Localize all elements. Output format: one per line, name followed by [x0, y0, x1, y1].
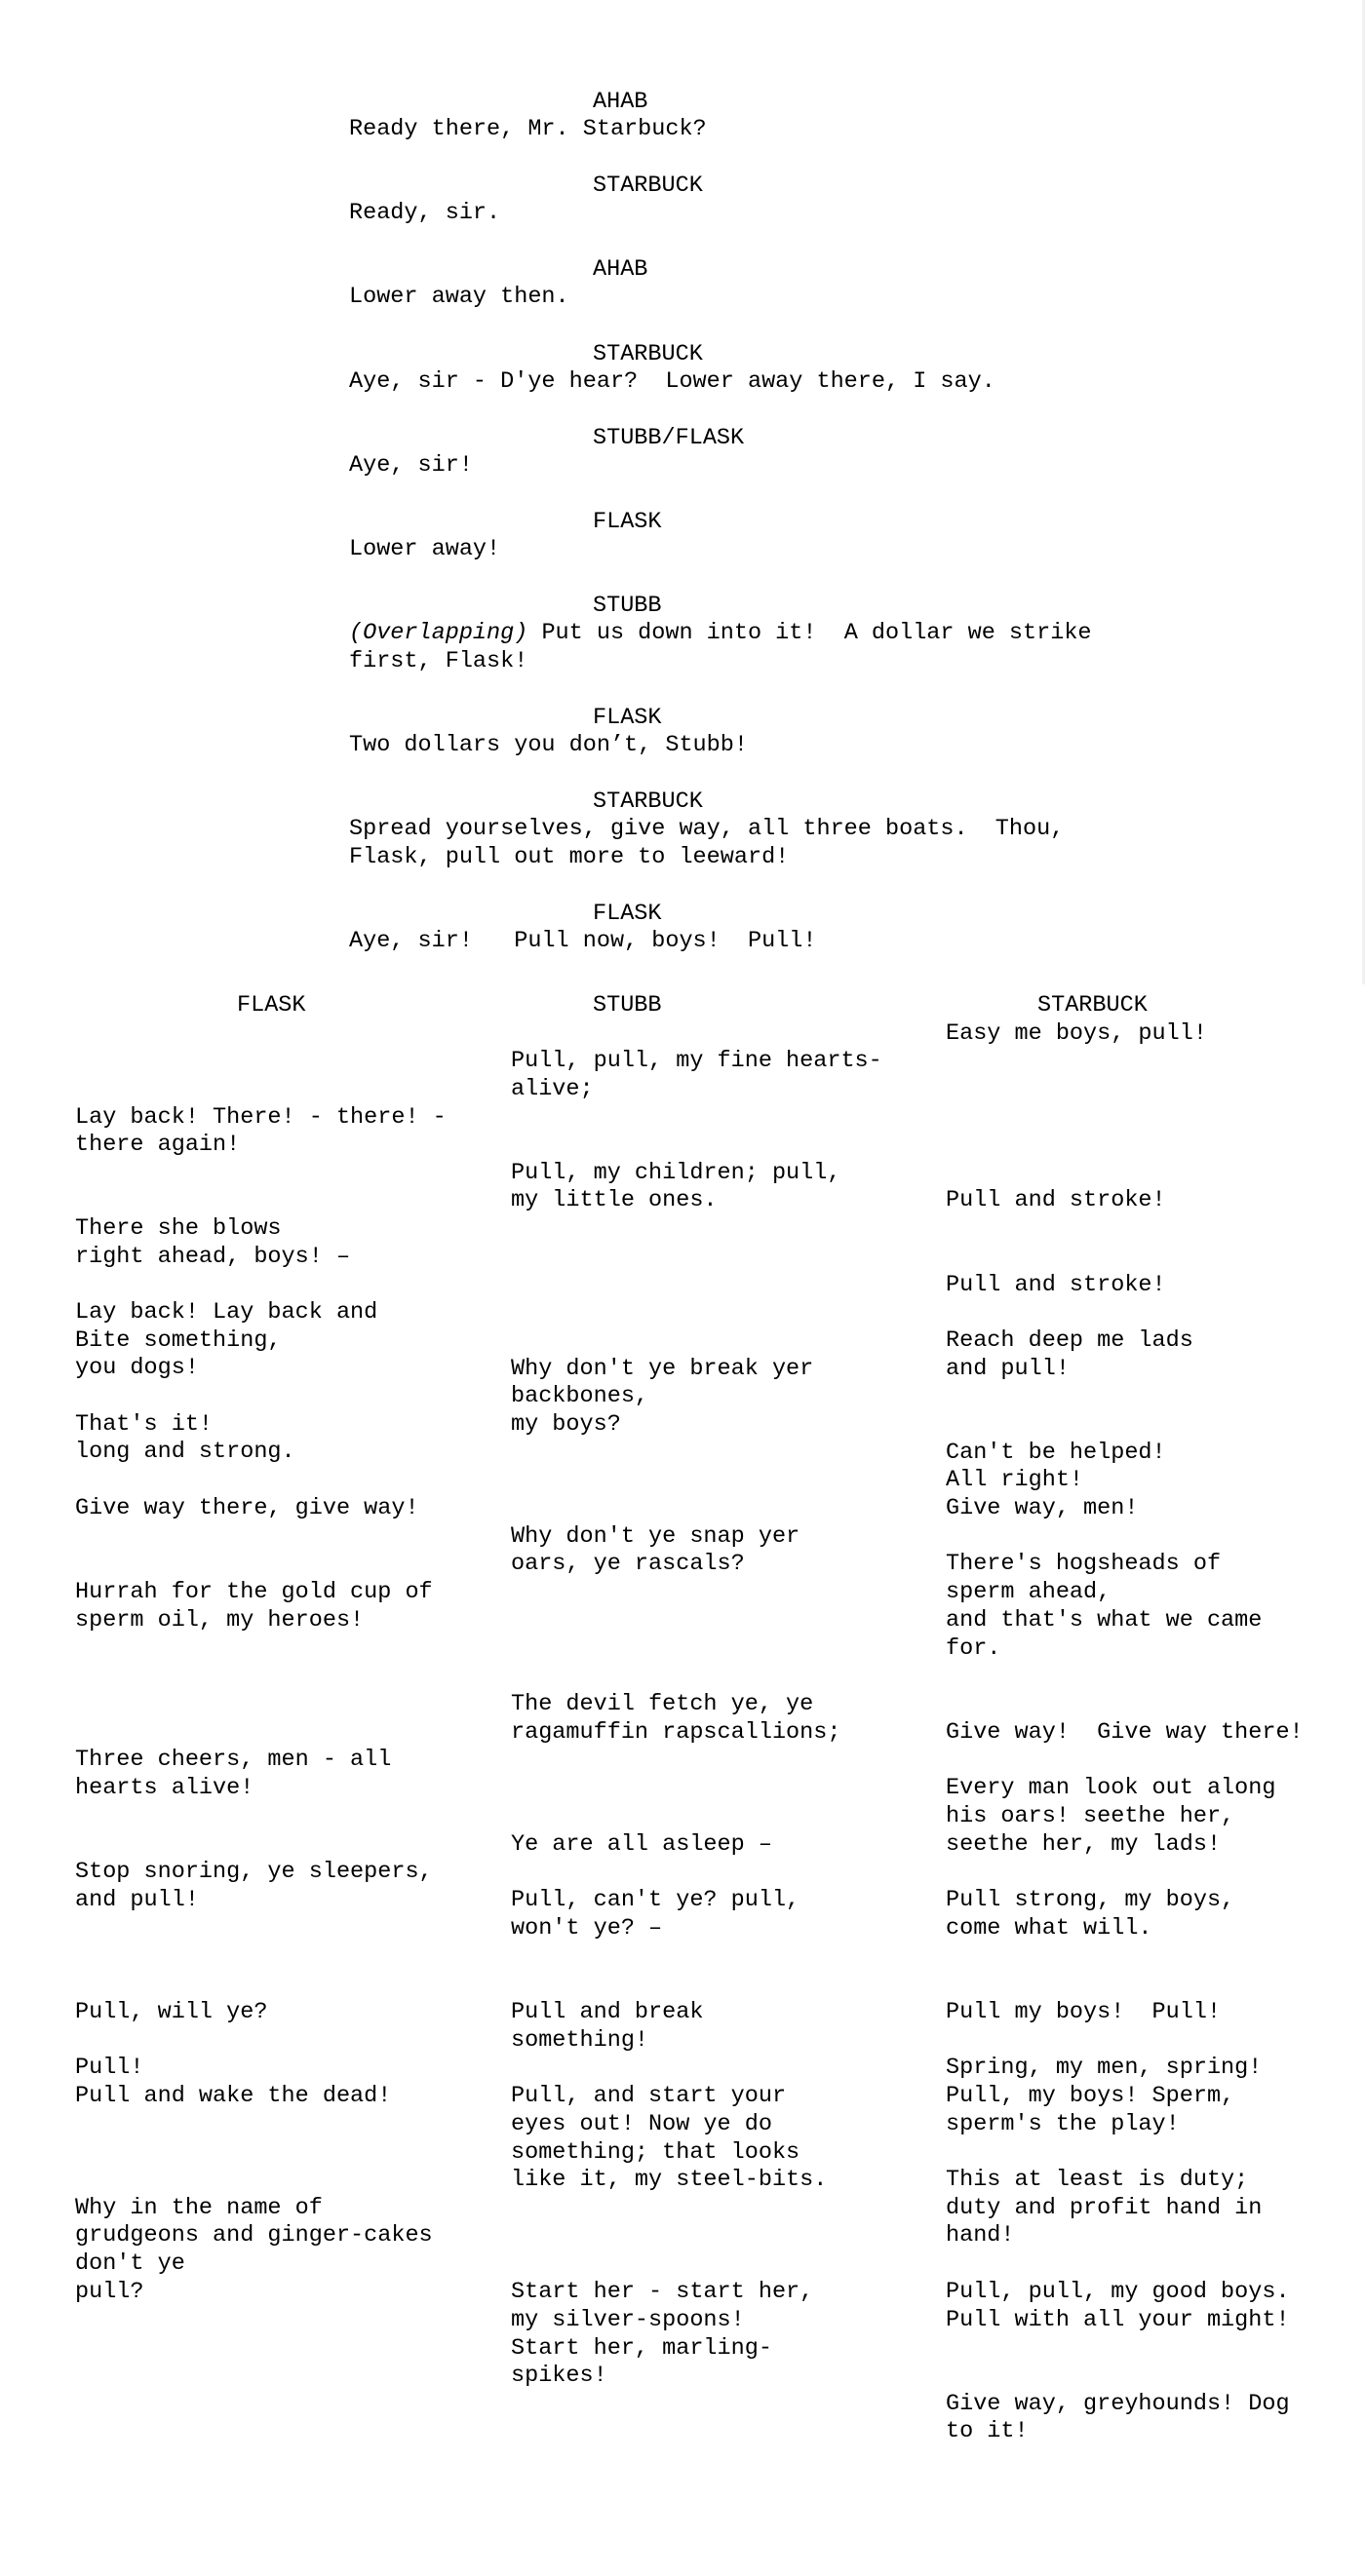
column-line: for.: [946, 1635, 1001, 1662]
column-line: ragamuffin rapscallions;: [511, 1719, 841, 1746]
column-line: right ahead, boys! –: [75, 1244, 351, 1270]
column-line: Give way there, give way!: [75, 1495, 419, 1521]
column-line: duty and profit hand in: [946, 2195, 1263, 2221]
column-line: long and strong.: [75, 1439, 295, 1465]
column-line: and that's what we came: [946, 1607, 1263, 1634]
column-line: Give way! Give way there!: [946, 1719, 1304, 1746]
character-cue: STUBB/FLASK: [593, 425, 745, 451]
column-line: come what will.: [946, 1915, 1152, 1942]
column-line: Easy me boys, pull!: [946, 1020, 1207, 1047]
column-line: oars, ye rascals?: [511, 1551, 745, 1577]
column-line: my silver-spoons!: [511, 2307, 745, 2333]
column-line: pull?: [75, 2279, 144, 2305]
dialogue-line: Aye, sir! Pull now, boys! Pull!: [349, 928, 817, 954]
column-line: won't ye? –: [511, 1915, 663, 1942]
column-line: Spring, my men, spring!: [946, 2055, 1263, 2081]
column-line: Stop snoring, ye sleepers,: [75, 1859, 433, 1885]
column-line: The devil fetch ye, ye: [511, 1691, 814, 1717]
column-line: you dogs!: [75, 1355, 199, 1381]
dialogue-text: Put us down into it! A dollar we strike: [527, 620, 1092, 646]
column-line: Pull, my boys! Sperm,: [946, 2083, 1235, 2109]
column-line: my boys?: [511, 1411, 621, 1438]
character-cue: AHAB: [593, 89, 648, 115]
column-line: like it, my steel-bits.: [511, 2167, 828, 2193]
parenthetical: (Overlapping): [349, 620, 528, 646]
column-line: Pull and stroke!: [946, 1272, 1166, 1298]
character-cue: AHAB: [593, 256, 648, 283]
column-line: Pull my boys! Pull!: [946, 1999, 1222, 2025]
column-line: Pull, my children; pull,: [511, 1160, 841, 1186]
column-line: and pull!: [946, 1356, 1070, 1382]
column-line: backbones,: [511, 1383, 649, 1409]
column-line: and pull!: [75, 1887, 199, 1913]
column-line: Three cheers, men - all: [75, 1747, 392, 1773]
column-line: Can't be helped!: [946, 1440, 1166, 1466]
column-line: Pull, pull, my good boys.: [946, 2279, 1290, 2305]
column-line: eyes out! Now ye do: [511, 2111, 772, 2137]
column-line: There's hogsheads of: [946, 1551, 1222, 1577]
column-line: sperm's the play!: [946, 2111, 1180, 2137]
column-line: seethe her, my lads!: [946, 1831, 1222, 1858]
dialogue-line: Flask, pull out more to leeward!: [349, 844, 790, 870]
column-line: his oars! seethe her,: [946, 1803, 1235, 1829]
column-header-starbuck: STARBUCK: [1037, 992, 1148, 1019]
column-line: sperm ahead,: [946, 1579, 1112, 1605]
column-line: Reach deep me lads: [946, 1327, 1193, 1354]
column-line: That's it!: [75, 1411, 214, 1438]
dialogue-line: Lower away!: [349, 536, 501, 562]
column-line: Pull!: [75, 2055, 144, 2081]
dialogue-line: Aye, sir - D'ye hear? Lower away there, I say.: [349, 368, 995, 395]
column-line: Ye are all asleep –: [511, 1831, 772, 1858]
column-line: Pull and stroke!: [946, 1187, 1166, 1213]
column-line: hearts alive!: [75, 1775, 254, 1801]
character-cue: FLASK: [593, 705, 662, 731]
character-cue: STUBB: [593, 593, 662, 619]
column-line: This at least is duty;: [946, 2167, 1249, 2193]
dialogue-line: Two dollars you don’t, Stubb!: [349, 732, 748, 758]
column-line: Pull, pull, my fine hearts-: [511, 1048, 882, 1074]
column-line: Why don't ye snap yer: [511, 1523, 800, 1550]
character-cue: FLASK: [593, 509, 662, 535]
column-line: Every man look out along: [946, 1775, 1276, 1801]
column-line: don't ye: [75, 2250, 185, 2277]
dialogue-line: Ready there, Mr. Starbuck?: [349, 116, 707, 142]
column-line: something; that looks: [511, 2139, 800, 2166]
column-line: Bite something,: [75, 1327, 282, 1354]
column-line: my little ones.: [511, 1187, 718, 1213]
column-line: sperm oil, my heroes!: [75, 1607, 365, 1634]
column-line: Why don't ye break yer: [511, 1356, 814, 1382]
column-line: Pull and wake the dead!: [75, 2083, 392, 2109]
dialogue-line: first, Flask!: [349, 648, 528, 674]
column-line: to it!: [946, 2418, 1029, 2444]
column-line: There she blows: [75, 1215, 282, 1242]
column-line: Pull strong, my boys,: [946, 1887, 1235, 1913]
column-line: something!: [511, 2027, 649, 2054]
column-line: Lay back! There! - there! -: [75, 1104, 447, 1131]
column-line: Why in the name of: [75, 2195, 323, 2221]
column-line: Pull with all your might!: [946, 2307, 1290, 2333]
column-header-flask: FLASK: [237, 992, 306, 1019]
column-line: Pull, and start your: [511, 2083, 787, 2109]
character-cue: STARBUCK: [593, 788, 703, 815]
character-cue: STARBUCK: [593, 341, 703, 367]
column-line: hand!: [946, 2222, 1015, 2249]
dialogue-line: Lower away then.: [349, 284, 569, 310]
dialogue-line: Spread yourselves, give way, all three boats. Thou,: [349, 816, 1065, 842]
column-line: Give way, greyhounds! Dog: [946, 2391, 1290, 2417]
column-line: All right!: [946, 1467, 1084, 1493]
column-line: Lay back! Lay back and: [75, 1299, 378, 1326]
column-line: alive;: [511, 1076, 594, 1102]
dialogue-line: Aye, sir!: [349, 452, 473, 479]
column-line: Give way, men!: [946, 1495, 1139, 1521]
dialogue-line: Ready, sir.: [349, 200, 501, 226]
column-line: grudgeons and ginger-cakes: [75, 2222, 433, 2249]
column-line: Pull, can't ye? pull,: [511, 1887, 800, 1913]
column-line: Hurrah for the gold cup of: [75, 1579, 433, 1605]
character-cue: FLASK: [593, 901, 662, 927]
column-line: spikes!: [511, 2363, 607, 2389]
character-cue: STARBUCK: [593, 173, 703, 199]
column-line: Start her, marling-: [511, 2335, 772, 2362]
column-line: Pull, will ye?: [75, 1999, 268, 2025]
column-line: there again!: [75, 1132, 241, 1158]
column-header-stubb: STUBB: [593, 992, 662, 1019]
column-line: Start her - start her,: [511, 2279, 814, 2305]
column-line: Pull and break: [511, 1999, 704, 2025]
dialogue-line: [349, 620, 1092, 648]
